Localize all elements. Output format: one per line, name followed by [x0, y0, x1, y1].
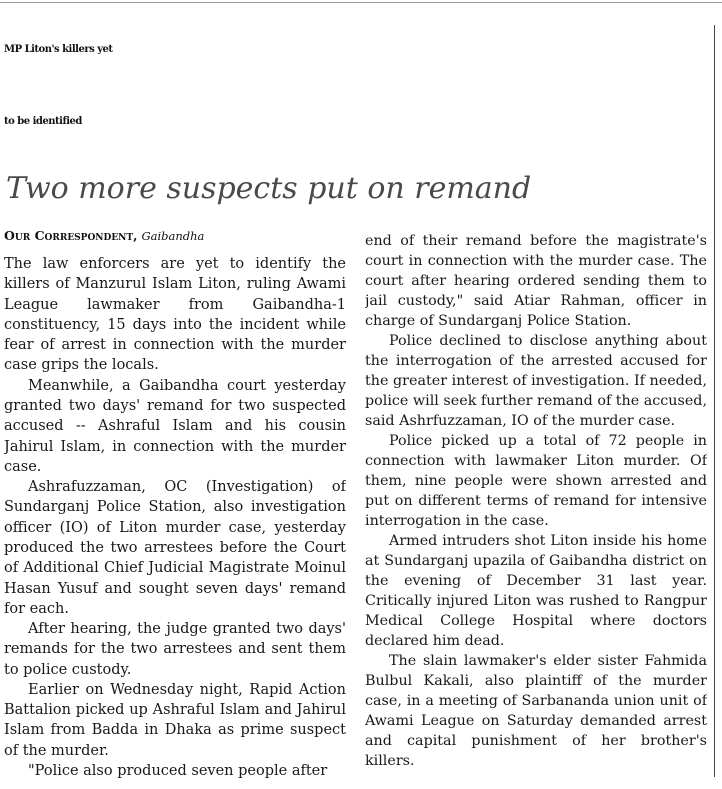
paragraph-6-continued: end of their remand before the magistrate's court in connection with the murder case. The court after hearing ordered sending them to jail custody," said Atiar Rahman, officer in charge of Sundarganj Police Station. [365, 233, 707, 329]
paragraph-5: Earlier on Wednesday night, Rapid Action Battalion picked up Ashraful Islam and Jahirul Islam from Badda in Dhaka as prime suspect of the murder. [4, 681, 346, 759]
column-rule [714, 25, 715, 777]
paragraph-10: The slain lawmaker's elder sister Fahmida Bulbul Kakali, also plaintiff of the murder case, in a meeting of Sarbananda union unit of Awami League on Saturday demanded arrest and capital punishment of her brother's killers. [365, 653, 707, 769]
paragraph-8: Police picked up a total of 72 people in connection with lawmaker Liton murder. Of them, nine people were shown arrested and put on different terms of remand for intensive interrogation in the case. [365, 433, 707, 529]
paragraph-1: The law enforcers are yet to identify the killers of Manzurul Islam Liton, ruling Awami League lawmaker from Gaibandha-1 constituency, 15 days into the incident while fear of arrest in connection with the murder case grips the locals. [4, 256, 346, 374]
headline [4, 14, 712, 158]
byline-author: Our Correspondent, [4, 228, 138, 243]
byline-place: Gaibandha [141, 229, 205, 243]
paragraph-2: Meanwhile, a Gaibandha court yesterday granted two days' remand for two suspected accused -- Ashraful Islam and his cousin Jahirul Islam, in connection with the murder case. [4, 377, 346, 475]
top-rule [0, 2, 722, 3]
headline-line-1: MP Liton's killers yet [4, 44, 113, 55]
subheadline: Two more suspects put on remand [6, 171, 532, 206]
article-column-left [4, 226, 346, 782]
paragraph-3: Ashrafuzzaman, OC (Investigation) of Sundarganj Police Station, also investigation officer (IO) of Liton murder case, yesterday produced the two arrestees before the Court of Additional Chief Judicial Magistrate Moinul Hasan Yusuf and sought seven days' remand for each. [4, 479, 346, 617]
article-column-right [365, 231, 707, 787]
byline [4, 226, 346, 246]
headline-line-2: to be identified [4, 116, 82, 127]
paragraph-6: "Police also produced seven people after [28, 763, 328, 780]
paragraph-7: Police declined to disclose anything about the interrogation of the arrested accused for the greater interest of investigation. If needed, police will seek further remand of the accused, said Ashrfuzzaman, IO of the murder case. [365, 333, 707, 429]
article-body [4, 226, 710, 782]
paragraph-9: Armed intruders shot Liton inside his home at Sundarganj upazila of Gaibandha district on the evening of December 31 last year. Critically injured Liton was rushed to Rangpur Medical College Hospital where doctors declared him dead. [365, 533, 707, 649]
paragraph-4: After hearing, the judge granted two days' remands for the two arrestees and sent them to police custody. [4, 621, 346, 678]
